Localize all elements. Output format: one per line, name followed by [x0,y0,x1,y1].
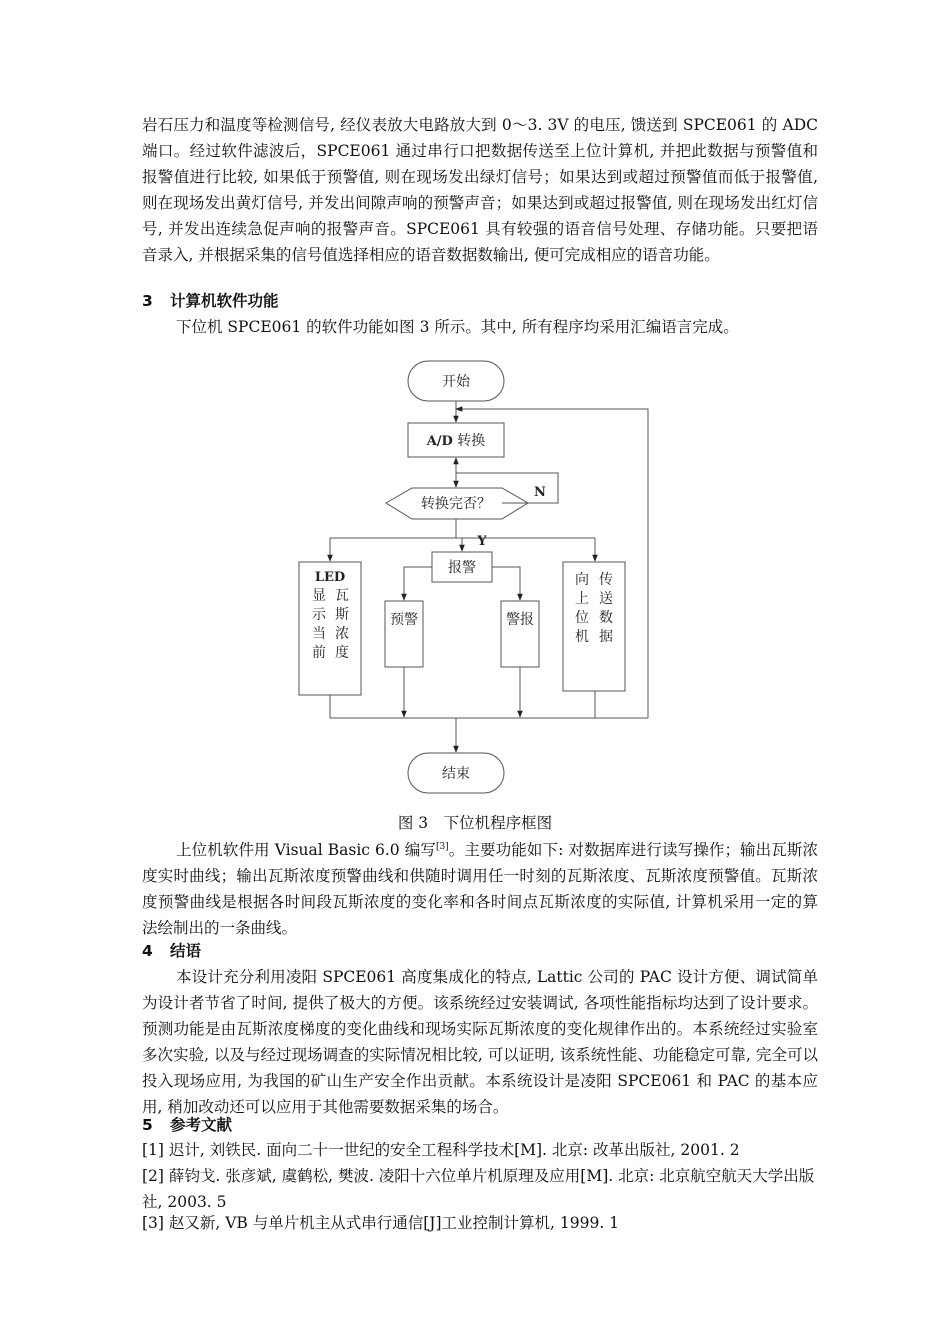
no-label: N [534,485,546,500]
reference-3: [3] 赵又新, VB 与单片机主从式串行通信[J]工业控制计算机, 1999. 1 [142,1214,620,1232]
led-col1-1: 示 [312,607,326,623]
section-3-heading [142,288,279,314]
prewarn-label: 预警 [390,612,418,628]
send-col1-3: 机 [575,629,589,645]
section-3-title: 计算机软件功能 [170,292,279,310]
decision-label: 转换完否？ [421,496,491,512]
ad-label [426,432,486,449]
start-label: 开始 [442,374,470,390]
ad-label-prefix: A/D [426,434,453,449]
citation-3[interactable]: [3] [435,842,449,852]
led-col1-2: 当 [312,626,326,642]
section-5-number: 5 [142,1116,153,1134]
section-5-heading [142,1112,232,1138]
section-3-number: 3 [142,292,153,310]
section-4-heading [142,938,201,964]
upper-software-paragraph [142,834,818,941]
alarm-label: 警报 [506,612,534,628]
led-col1-0: 显 [312,588,326,604]
upper-software-text-b: 。主要功能如下: 对数据库进行读写操作；输出瓦斯浓度实时曲线；输出瓦斯浓度预警曲线和供随时调用任一时刻的瓦斯浓度、瓦斯浓度预警值。瓦斯浓度预警曲线是根据各时间段瓦斯浓度的变化率和各时间点瓦斯浓度的实际值, 计算机采用一定的算法绘制出的一条曲线。 [142,841,818,938]
send-col2-2: 数 [599,610,613,626]
section-4-title: 结语 [170,942,202,960]
send-col2-0: 传 [599,572,613,588]
led-title: LED [314,570,346,585]
section-3-paragraph: 下位机 SPCE061 的软件功能如图 3 所示。其中, 所有程序均采用汇编语言完成。 [176,318,739,336]
reference-1: [1] 迟计, 刘铁民. 面向二十一世纪的安全工程科学技术[M]. 北京: 改革出版社, 2001. 2 [142,1141,740,1159]
figure-caption: 图 3 下位机程序框图 [397,814,553,832]
send-col1-2: 位 [575,610,589,626]
send-col2-1: 送 [599,591,613,607]
led-col2-3: 度 [335,645,349,661]
led-col1-3: 前 [312,645,326,661]
reference-2: [2] 薛钧戈. 张彦斌, 虞鹤松, 樊波. 凌阳十六位单片机原理及应用[M]. 北京: 北京航空航天大学出版社, 2003. 5 [142,1167,815,1211]
end-label: 结束 [442,766,470,782]
section-4-number: 4 [142,942,153,960]
send-col1-0: 向 [575,572,589,588]
ad-label-suffix: 转换 [452,433,486,449]
prewarn-node [385,601,423,667]
send-col2-3: 据 [599,629,613,645]
led-col2-0: 瓦 [335,588,349,604]
led-col2-2: 浓 [335,626,349,642]
flowchart [290,355,665,805]
alarm-main-label: 报警 [448,560,476,576]
send-data-node [563,562,625,691]
intro-paragraph: 岩石压力和温度等检测信号, 经仪表放大电路放大到 0～3. 3V 的电压, 馈送到 SPCE061 的 ADC 端口。经过软件滤波后，SPCE061 通过串行口把数据传送至上位计算机, 并把此数据与预警值和报警值进行比较, 如果低于预警值, 则在现场发出绿灯信号；如果达到或超过预警值而低于报警值, 则在现场发出黄灯信号, 并发出间隙声响的预警声音；如果达到或超过报警值, 则在现场发出红灯信号, 并发出连续急促声响的报警声音。SPCE061 具有较强的语音信号处理、存储功能。只要把语音录入, 并根据采集的信号值选择相应的语音数据数输出, 便可完成相应的语音功能。 [142,116,818,264]
led-col2-1: 斯 [335,607,349,623]
send-col1-1: 上 [575,591,589,607]
conclusion-paragraph: 本设计充分利用凌阳 SPCE061 高度集成化的特点, Lattic 公司的 PAC 设计方便、调试简单为设计者节省了时间, 提供了极大的方便。该系统经过安装调试, 各项性能指标均达到了设计要求。预测功能是由瓦斯浓度梯度的变化曲线和现场实际瓦斯浓度的变化规律作出的。本系统经过实验室多次实验, 以及与经过现场调查的实际情况相比较, 可以证明, 该系统性能、功能稳定可靠, 完全可以投入现场应用, 为我国的矿山生产安全作出贡献。本系统设计是凌阳 SPCE061 和 PAC 的基本应用, 稍加改动还可以应用于其他需要数据采集的场合。 [142,968,818,1116]
alarm-node [501,601,539,667]
upper-software-text-a: 上位机软件用 Visual Basic 6.0 编写 [176,841,436,860]
yes-label: Y [477,534,487,549]
section-5-title: 参考文献 [170,1116,233,1134]
